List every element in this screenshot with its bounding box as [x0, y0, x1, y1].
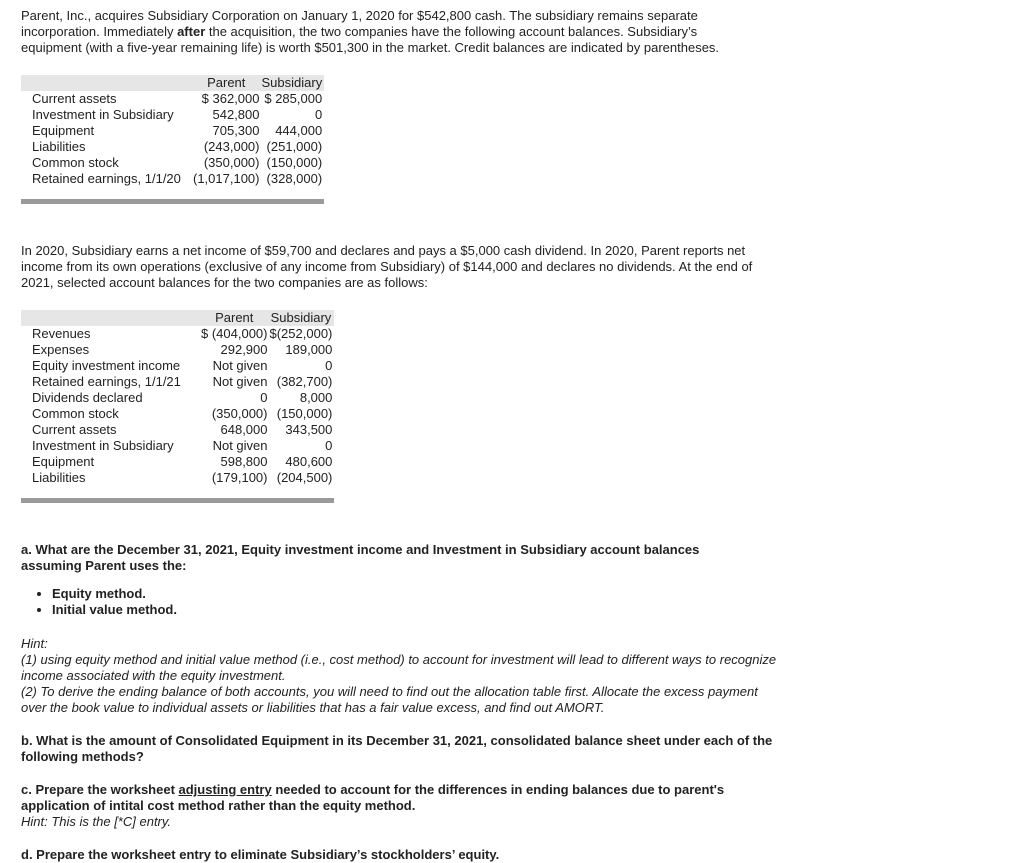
row-label: Liabilities — [32, 139, 86, 154]
parent-value: $ (404,000) — [201, 326, 268, 341]
subsidiary-value: (382,700) — [276, 374, 333, 389]
table-row — [21, 374, 334, 390]
parent-value: (1,017,100) — [193, 171, 260, 186]
balances-table-2021 — [21, 310, 334, 498]
list-item: • Equity method. — [52, 586, 781, 602]
parent-value: Not given — [212, 438, 268, 453]
table-row — [21, 390, 334, 406]
subsidiary-value: (251,000) — [266, 139, 323, 154]
table-header-parent: Parent — [207, 75, 246, 90]
parent-value: 598,800 — [220, 454, 268, 469]
subsidiary-value: (150,000) — [266, 155, 323, 170]
subsidiary-value: (204,500) — [276, 470, 333, 485]
subsidiary-value: 0 — [325, 438, 333, 453]
parent-value: 292,900 — [220, 342, 268, 357]
parent-value: 648,000 — [220, 422, 268, 437]
subsidiary-value: $(252,000) — [269, 326, 333, 341]
balances-table-2020 — [21, 75, 324, 199]
hint-title: Hint: — [21, 636, 48, 651]
subsidiary-value: 0 — [325, 358, 333, 373]
row-label: Retained earnings, 1/1/20 — [32, 171, 181, 186]
question-c-text — [21, 782, 781, 814]
question-a: a. What are the December 31, 2021, Equity investment income and Investment in Subsidiary account balances assuming Parent uses the: — [21, 542, 700, 573]
subsidiary-value: 343,500 — [285, 422, 333, 437]
subsidiary-value: 0 — [314, 107, 323, 122]
parent-value: 542,800 — [212, 107, 260, 122]
table-row — [21, 107, 324, 123]
hint-line-2: (2) To derive the ending balance of both accounts, you will need to find out the allocation table first. Allocate the excess payment over the book value to individual assets or liabilities that has a fair value excess, and find out AMORT. — [21, 684, 758, 715]
parent-value: $ 362,000 — [201, 91, 260, 106]
parent-value: Not given — [212, 374, 268, 389]
parent-value: (243,000) — [203, 139, 260, 154]
question-c-hint: Hint: This is the [*C] entry. — [21, 814, 172, 829]
table-row — [21, 358, 334, 374]
table-header-subsidiary: Subsidiary — [261, 75, 323, 90]
parent-value: (350,000) — [211, 406, 268, 421]
list-item: • Initial value method. — [52, 602, 781, 618]
row-label: Retained earnings, 1/1/21 — [32, 374, 181, 389]
table-row — [21, 91, 324, 107]
methods-list — [21, 586, 781, 618]
table-row — [21, 406, 334, 422]
table-header-row — [21, 75, 324, 91]
table-row — [21, 454, 334, 470]
row-label: Investment in Subsidiary — [32, 438, 174, 453]
intro-paragraph — [21, 8, 761, 56]
table-row — [21, 470, 334, 486]
balances-table-2021-wrapper — [21, 310, 334, 503]
row-label: Investment in Subsidiary — [32, 107, 174, 122]
table-header-blank — [21, 75, 193, 91]
table-row — [21, 326, 334, 342]
table-header-row — [21, 310, 334, 326]
table-spacer-row — [21, 486, 334, 498]
row-label: Common stock — [32, 155, 119, 170]
table-spacer-row — [21, 187, 324, 199]
table-row — [21, 155, 324, 171]
row-label: Current assets — [32, 422, 117, 437]
row-label: Liabilities — [32, 470, 86, 485]
table-header-blank — [21, 310, 201, 326]
row-label: Equipment — [32, 123, 95, 138]
parent-value: 705,300 — [212, 123, 260, 138]
row-label: Dividends declared — [32, 390, 143, 405]
intro-emphasis-after: after — [177, 24, 206, 39]
intro-text-start: Parent, Inc., acquires Subsidiary Corporation on January 1, 2020 for $542,800 cash. The subsidiary remains separate incorporation. Immediately — [21, 8, 698, 39]
subsidiary-value: $ 285,000 — [264, 91, 323, 106]
adjusting-entry-link[interactable]: adjusting entry — [178, 782, 272, 797]
problem-page — [21, 8, 781, 863]
subsidiary-value: 444,000 — [275, 123, 323, 138]
question-c-start: c. Prepare the worksheet — [21, 782, 179, 797]
hint-line-1: (1) using equity method and initial value method (i.e., cost method) to account for investment will lead to different ways to recognize income associated with the equity investment. — [21, 652, 777, 683]
question-d: d. Prepare the worksheet entry to eliminate Subsidiary’s stockholders’ equity. — [21, 847, 500, 862]
subsidiary-value: 189,000 — [285, 342, 333, 357]
row-label: Equity investment income — [32, 358, 181, 373]
parent-value: (350,000) — [203, 155, 260, 170]
year-2020-paragraph: In 2020, Subsidiary earns a net income of $59,700 and declares and pays a $5,000 cash dividend. In 2020, Parent reports net income from its own operations (exclusive of any income from Subsidiary) of $144,000 and declares no dividends. At the end of 2021, selected account balances for the two companies are as follows: — [21, 243, 753, 290]
table-row — [21, 438, 334, 454]
parent-value: Not given — [212, 358, 268, 373]
balances-table-2020-wrapper — [21, 75, 324, 204]
row-label: Expenses — [32, 342, 90, 357]
table-row — [21, 139, 324, 155]
table-header-subsidiary: Subsidiary — [270, 310, 332, 325]
table-row — [21, 171, 324, 187]
row-label: Revenues — [32, 326, 91, 341]
subsidiary-value: (328,000) — [266, 171, 323, 186]
table-row — [21, 422, 334, 438]
intro-text-end: the acquisition, the two companies have the following account balances. Subsidiary’s equipment (with a five-year remaining life) is worth $501,300 in the market. Credit balances are indicated by parentheses. — [21, 24, 720, 55]
question-c-end: needed to account for the differences in ending balances due to parent's application of intital cost method rather than the equity method. — [21, 782, 725, 813]
subsidiary-value: (150,000) — [276, 406, 333, 421]
parent-value: (179,100) — [211, 470, 268, 485]
parent-value: 0 — [260, 390, 268, 405]
row-label: Current assets — [32, 91, 117, 106]
question-c — [21, 782, 781, 830]
hint-block — [21, 636, 781, 716]
subsidiary-value: 480,600 — [285, 454, 333, 469]
subsidiary-value: 8,000 — [299, 390, 333, 405]
table-row — [21, 342, 334, 358]
row-label: Equipment — [32, 454, 95, 469]
table-header-parent: Parent — [215, 310, 254, 325]
row-label: Common stock — [32, 406, 119, 421]
table-row — [21, 123, 324, 139]
question-b: b. What is the amount of Consolidated Equipment in its December 31, 2021, consolidated balance sheet under each of the following methods? — [21, 733, 773, 764]
